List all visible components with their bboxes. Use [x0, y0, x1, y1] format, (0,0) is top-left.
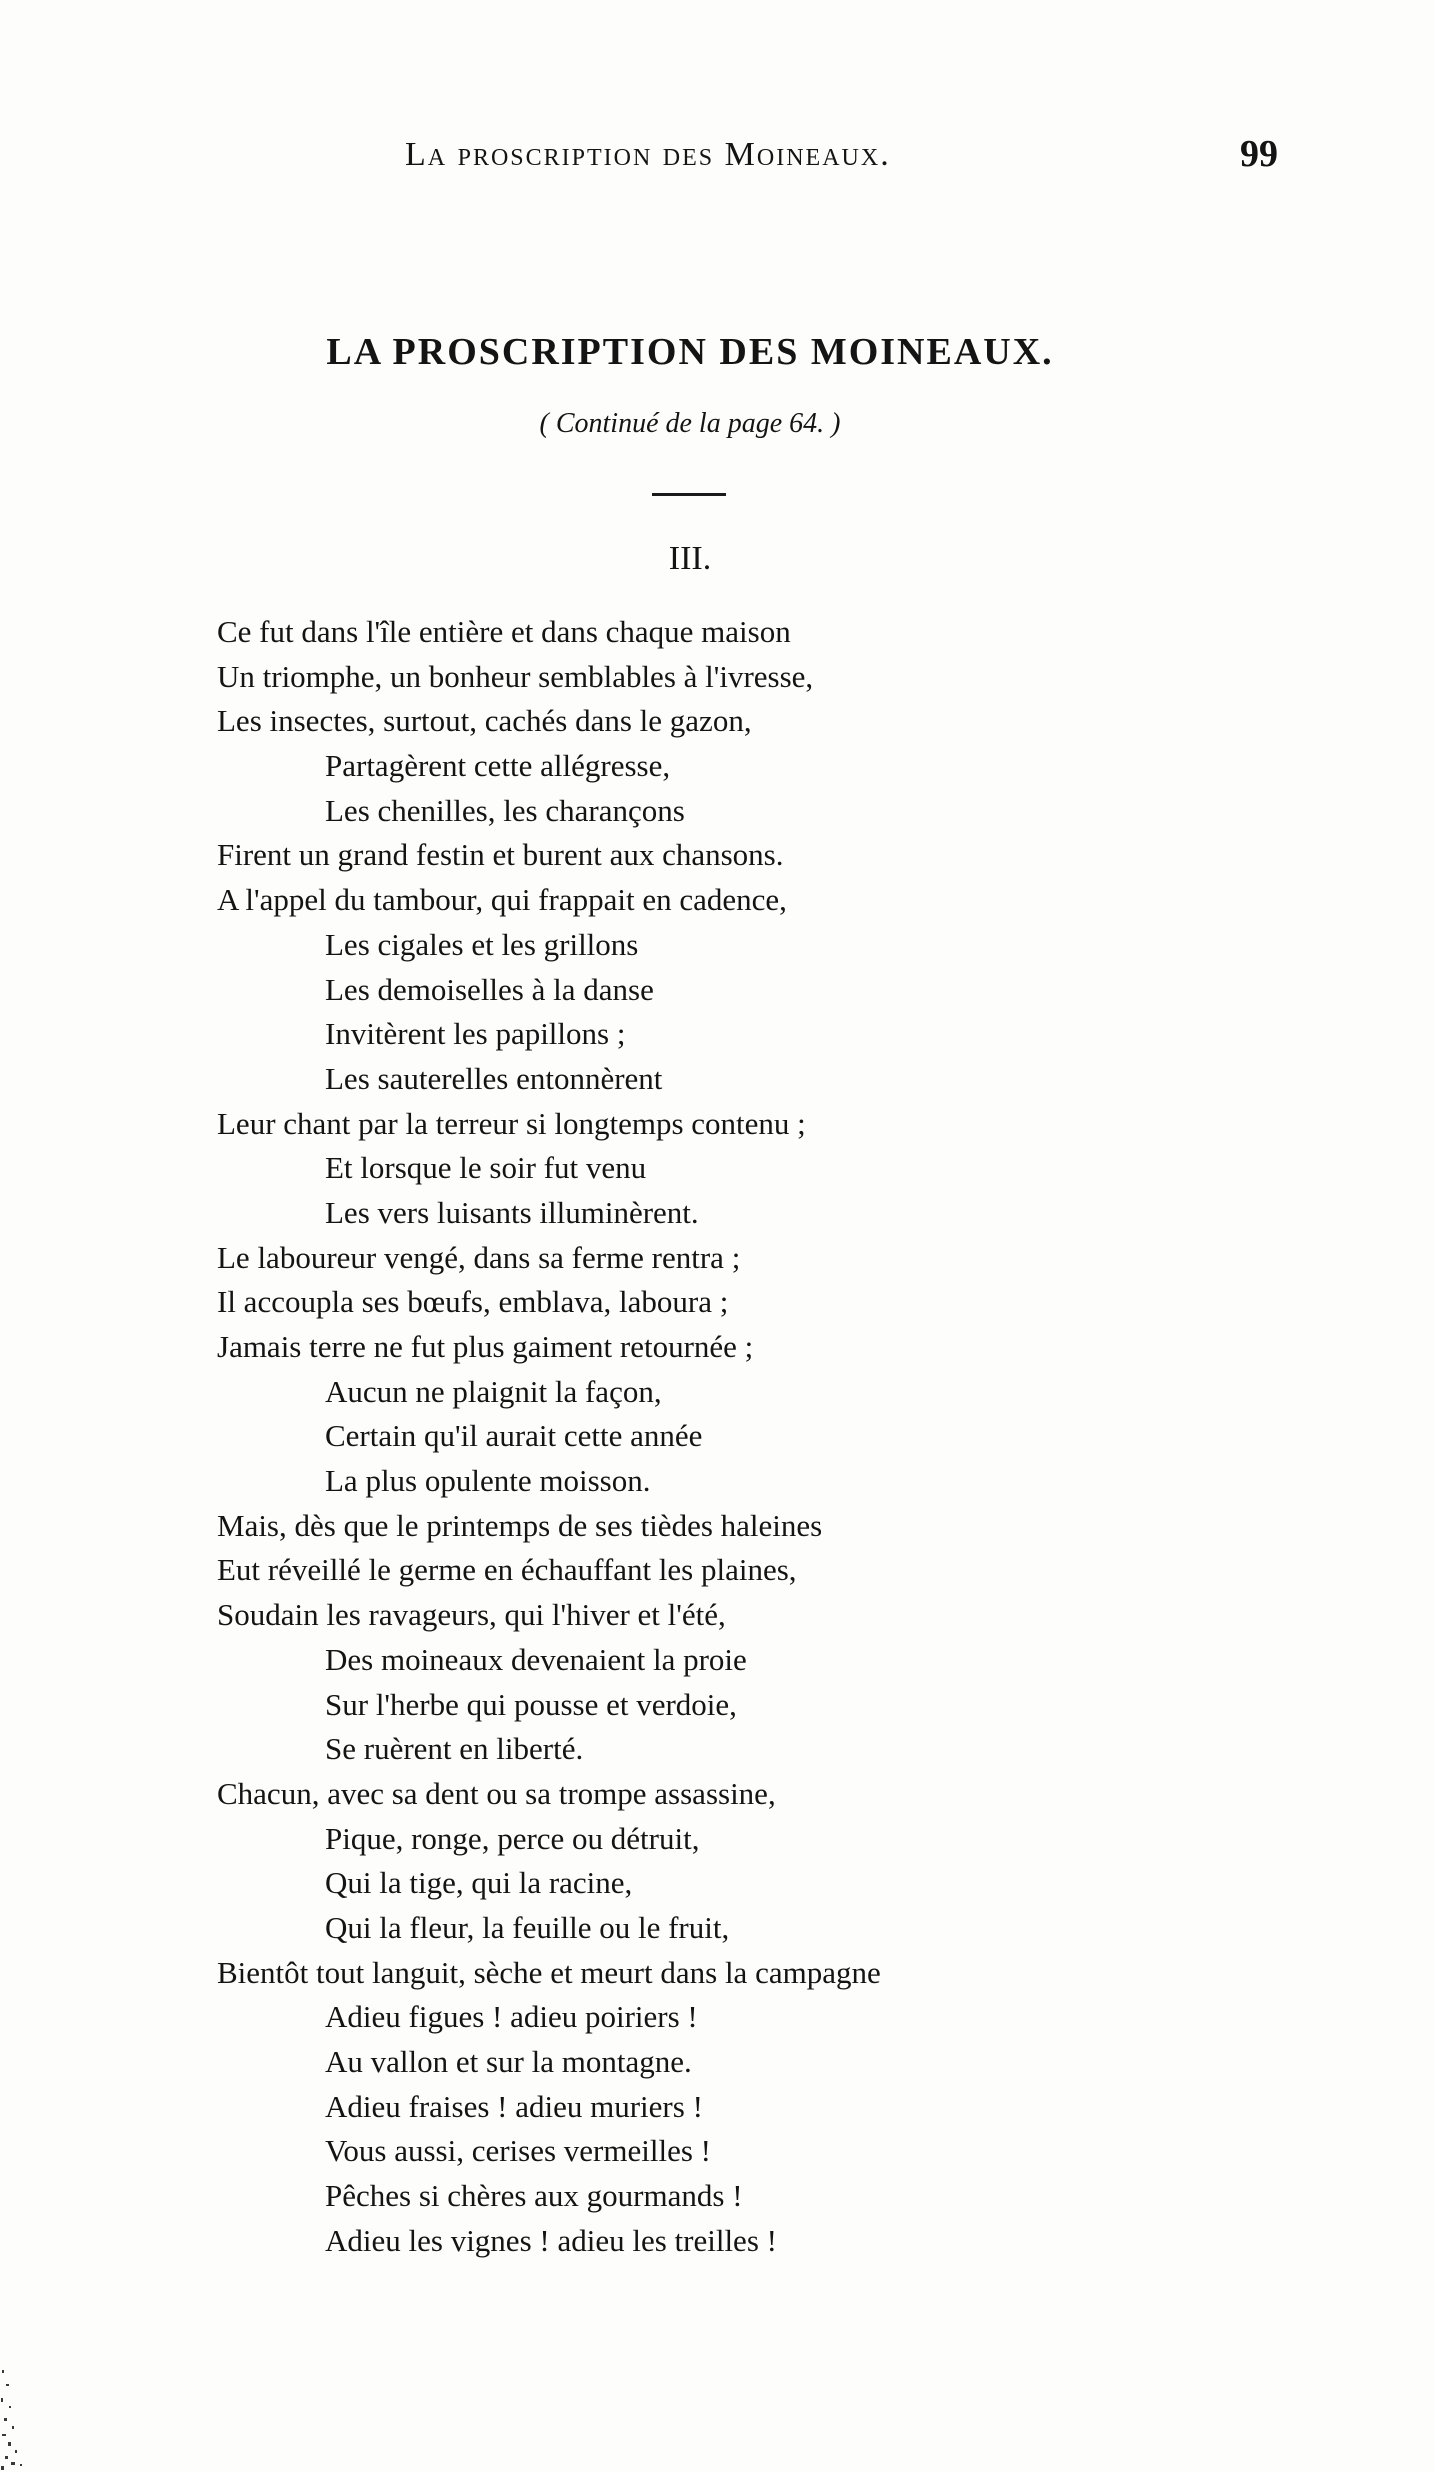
verse-line: Leur chant par la terreur si longtemps contenu ; — [217, 1105, 806, 1141]
verse-line: Firent un grand festin et burent aux chansons. — [217, 837, 784, 873]
poem-title: LA PROSCRIPTION DES MOINEAUX. — [326, 331, 1054, 373]
verse-line: Jamais terre ne fut plus gaiment retournée ; — [217, 1329, 754, 1364]
section-number: III. — [668, 540, 712, 577]
verse-line: Se ruèrent en liberté. — [325, 1731, 584, 1767]
verse-line: Qui la fleur, la feuille ou le fruit, — [325, 1909, 730, 1945]
verse-line: Les vers luisants illuminèrent. — [325, 1194, 699, 1230]
verse-line: Des moineaux devenaient la proie — [325, 1641, 747, 1677]
verse-line: Un triomphe, un bonheur semblables à l'ivresse, — [217, 658, 814, 694]
verse-line: Invitèrent les papillons ; — [325, 1016, 626, 1052]
verse-line: Chacun, avec sa dent ou sa trompe assassine, — [217, 1775, 776, 1811]
verse-line: Sur l'herbe qui pousse et verdoie, — [325, 1686, 737, 1722]
verse-line: Certain qu'il aurait cette année — [325, 1418, 703, 1454]
verse-line: Soudain les ravageurs, qui l'hiver et l'été, — [217, 1597, 726, 1633]
poem-verses — [0, 610, 1434, 2263]
verse-line: Les sauterelles entonnèrent — [325, 1060, 663, 1096]
page-number: 99 — [1240, 133, 1278, 175]
verse-line: Les cigales et les grillons — [325, 926, 639, 962]
verse-line: Les insectes, surtout, cachés dans le gazon, — [217, 703, 752, 739]
verse-line: Pique, ronge, perce ou détruit, — [325, 1820, 700, 1856]
verse-line: Pêches si chères aux gourmands ! — [325, 2178, 743, 2214]
verse-line: Au vallon et sur la montagne. — [325, 2044, 692, 2079]
verse-line: Ce fut dans l'île entière et dans chaque maison — [217, 614, 791, 649]
verse-line: Bientôt tout languit, sèche et meurt dans la campagne — [217, 1954, 881, 1990]
verse-line: Aucun ne plaignit la façon, — [325, 1373, 662, 1409]
verse-line: Adieu figues ! adieu poiriers ! — [325, 1999, 698, 2035]
verse-line: La plus opulente moisson. — [325, 1463, 651, 1499]
verse-line: Eut réveillé le germe en échauffant les plaines, — [217, 1552, 797, 1588]
continuation-note: ( Continué de la page 64. ) — [539, 408, 841, 439]
verse-line: Les chenilles, les charançons — [325, 792, 685, 828]
verse-line: Qui la tige, qui la racine, — [325, 1865, 633, 1901]
verse-line: Partagèrent cette allégresse, — [325, 748, 671, 784]
verse-line: Il accoupla ses bœufs, emblava, laboura ; — [217, 1284, 729, 1320]
verse-line: Adieu fraises ! adieu muriers ! — [325, 2088, 703, 2124]
title-rule — [652, 493, 726, 496]
running-head: La proscription des Moineaux. — [405, 136, 891, 173]
scan-edge-specks — [0, 2360, 34, 2472]
verse-line: Et lorsque le soir fut venu — [325, 1150, 647, 1186]
verse-line: Vous aussi, cerises vermeilles ! — [325, 2133, 711, 2169]
verse-line: A l'appel du tambour, qui frappait en cadence, — [217, 882, 787, 918]
verse-line: Les demoiselles à la danse — [325, 971, 654, 1007]
verse-line: Mais, dès que le printemps de ses tièdes haleines — [217, 1507, 823, 1543]
verse-line: Le laboureur vengé, dans sa ferme rentra ; — [217, 1239, 741, 1275]
verse-line: Adieu les vignes ! adieu les treilles ! — [325, 2222, 777, 2258]
